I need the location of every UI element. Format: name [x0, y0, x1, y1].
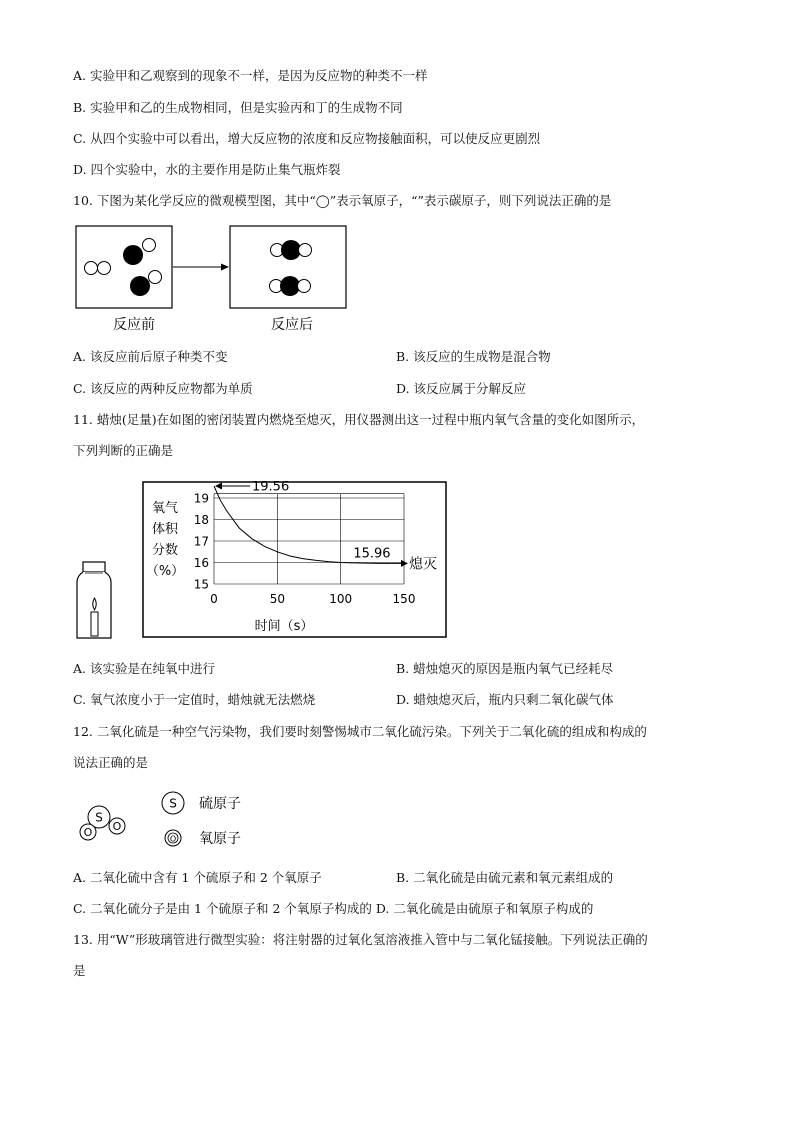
y-axis-label-line: 体积	[151, 522, 179, 537]
q10-option-c: C. 该反应的两种反应物都为单质	[73, 381, 253, 396]
label-after: 反应后	[271, 317, 313, 333]
y-axis-label-line: 分数	[151, 543, 179, 558]
chart-frame	[143, 482, 446, 637]
q12-stem-line2: 说法正确的是	[73, 755, 149, 770]
q11-option-a: A. 该实验是在纯氧中进行	[73, 661, 215, 676]
oxygen-atom	[298, 280, 311, 293]
extinguish-label: 熄灭	[409, 556, 437, 573]
x-tick-label: 50	[269, 592, 285, 606]
q12-option-a: A. 二氧化硫中含有 1 个硫原子和 2 个氧原子	[73, 870, 322, 885]
q11-option-b: B. 蜡烛熄灭的原因是瓶内氧气已经耗尽	[396, 661, 614, 676]
flame	[93, 598, 97, 610]
candle-bottle-illustration	[74, 560, 114, 642]
legend-sulfur-label: 硫原子	[199, 796, 241, 812]
q9-option-b: B. 实验甲和乙的生成物相同，但是实验丙和丁的生成物不同	[73, 100, 403, 115]
oxygen-atom	[299, 244, 312, 257]
legend-oxygen-label: 氧原子	[199, 831, 241, 847]
q10-stem: 10. 下图为某化学反应的微观模型图，其中“◯”表示氧原子，“”表示碳原子，则下列说法正确的是	[73, 193, 612, 208]
svg-text:O: O	[83, 826, 93, 839]
x-tick-label: 100	[329, 592, 353, 606]
q10-reaction-diagram	[70, 222, 360, 337]
so2-molecule-diagram	[72, 788, 272, 858]
label-before: 反应前	[113, 317, 155, 333]
q12-stem-line1: 12. 二氧化硫是一种空气污染物，我们要时刻警惕城市二氧化硫污染。下列关于二氧化硫的组成和构成的	[73, 724, 647, 739]
x-axis-label: 时间（s）	[254, 619, 314, 634]
q10-option-a: A. 该反应前后原子种类不变	[73, 349, 228, 364]
q11-stem-line1: 11. 蜡烛(足量)在如图的密闭装置内燃烧至熄灭，用仪器测出这一过程中瓶内氧气含量的变化如图所示，	[73, 412, 645, 427]
x-tick-label: 0	[210, 592, 218, 606]
q10-option-d: D. 该反应属于分解反应	[396, 381, 527, 396]
oxygen-atom	[149, 271, 162, 284]
q9-option-c: C. 从四个实验中可以看出，增大反应物的浓度和反应物接触面积，可以使反应更剧烈	[73, 131, 541, 146]
y-tick-label: 18	[193, 513, 209, 527]
y-axis-label-line: 氧气	[151, 501, 179, 516]
q10-option-b: B. 该反应的生成物是混合物	[396, 349, 551, 364]
q11-option-d: D. 蜡烛熄灭后，瓶内只剩二氧化碳气体	[396, 692, 614, 707]
q12-option-b: B. 二氧化硫是由硫元素和氧元素组成的	[396, 870, 614, 885]
y-tick-label: 15	[193, 577, 209, 592]
svg-text:S: S	[95, 810, 103, 825]
oxygen-atom	[85, 262, 98, 275]
oxygen-chart	[142, 481, 448, 639]
q9-option-a: A. 实验甲和乙观察到的现象不一样，是因为反应物的种类不一样	[73, 68, 428, 83]
y-tick-label: 16	[193, 556, 209, 570]
svg-text:O: O	[112, 820, 122, 833]
q11-stem-line2: 下列判断的正确是	[73, 443, 174, 458]
candle	[91, 612, 98, 636]
y-axis-label-line: （%）	[145, 564, 185, 579]
carbon-atom	[123, 245, 143, 265]
start-value-label: 19.56	[252, 481, 290, 495]
x-tick-label: 150	[392, 592, 416, 606]
q13-stem-line1: 13. 用“W”形玻璃管进行微型实验：将注射器的过氧化氢溶液推入管中与二氧化锰接触。下列说法正确的	[73, 932, 648, 947]
svg-text:O: O	[169, 834, 177, 844]
svg-text:S: S	[169, 796, 177, 811]
q12-option-c-d: C. 二氧化硫分子是由 1 个硫原子和 2 个氧原子构成的 D. 二氧化硫是由硫原子和氧原子构成的	[73, 901, 594, 916]
end-value-label: 15.96	[353, 546, 391, 562]
y-tick-label: 17	[193, 534, 209, 549]
y-tick-label: 19	[193, 491, 209, 506]
q13-stem-line2: 是	[73, 963, 86, 978]
q11-option-c: C. 氧气浓度小于一定值时，蜡烛就无法燃烧	[73, 692, 316, 707]
oxygen-atom	[98, 262, 111, 275]
q9-option-d: D. 四个实验中，水的主要作用是防止集气瓶炸裂	[73, 162, 341, 177]
carbon-atom	[130, 276, 150, 296]
oxygen-atom	[143, 239, 156, 252]
